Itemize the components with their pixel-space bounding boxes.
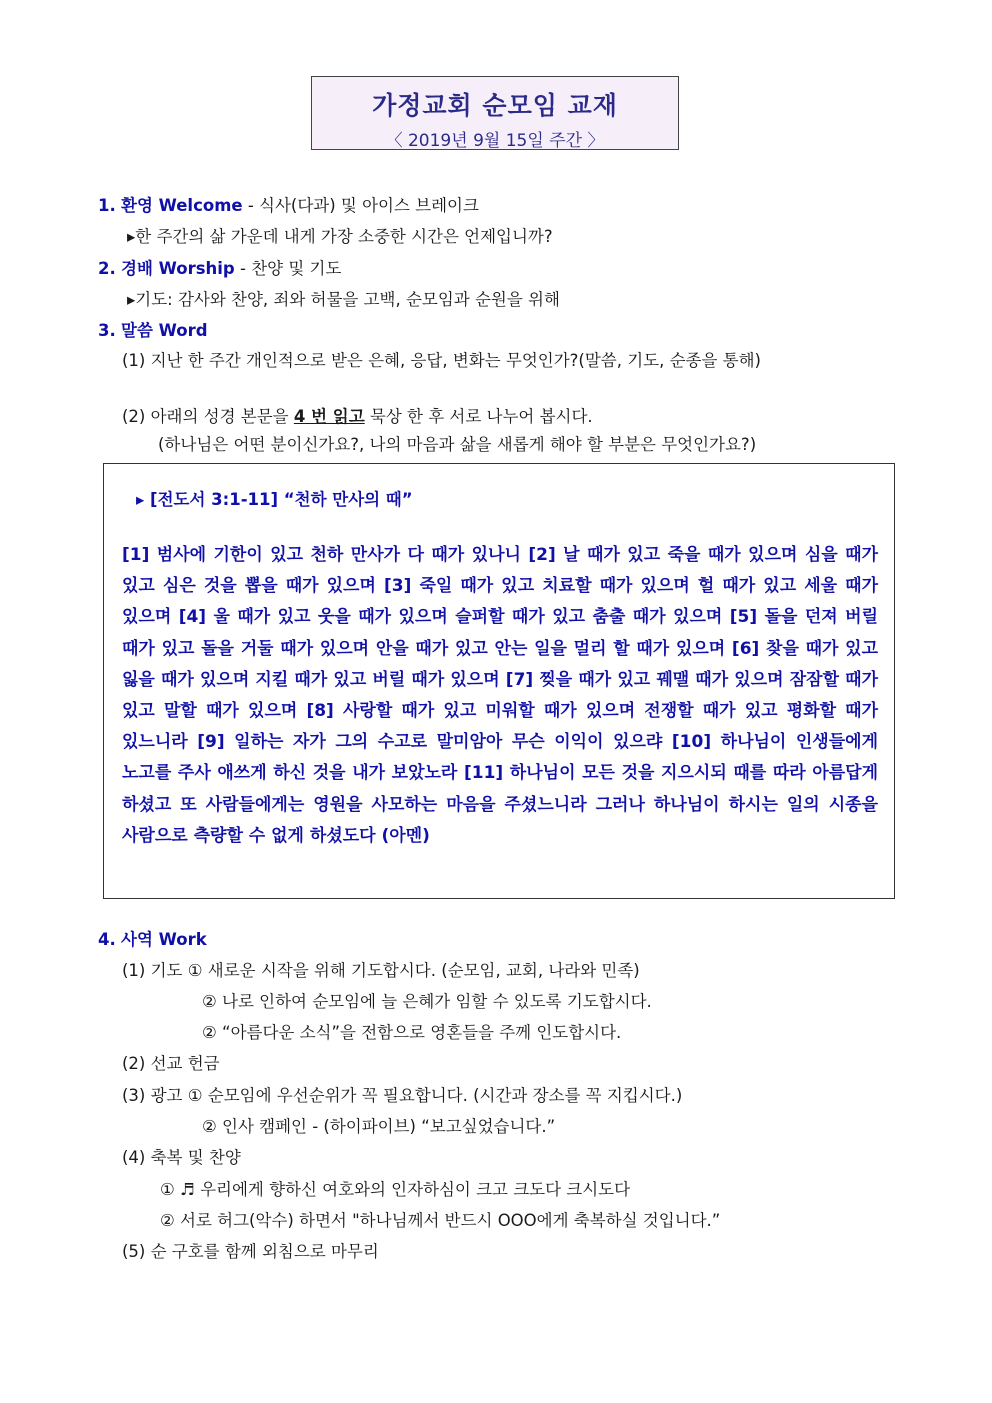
word-question-2 bbox=[122, 403, 593, 427]
section-word-heading bbox=[98, 317, 208, 341]
section-welcome-heading bbox=[98, 192, 479, 216]
q2-post: 묵상 한 후 서로 나누어 봅시다. bbox=[364, 407, 593, 426]
section-desc: - 찬양 및 기도 bbox=[234, 259, 342, 278]
section-number: 4. bbox=[98, 930, 116, 949]
work-line: ② “아름다운 소식”을 전함으로 영혼들을 주께 인도합시다. bbox=[202, 1023, 622, 1042]
section-title: 사역 Work bbox=[121, 930, 207, 949]
section-worship-heading bbox=[98, 255, 341, 279]
q2-pre: (2) 아래의 성경 본문을 bbox=[122, 407, 294, 426]
scripture-box bbox=[103, 463, 895, 899]
work-line: ② 나로 인하여 순모임에 늘 은혜가 임할 수 있도록 기도합시다. bbox=[202, 992, 652, 1011]
welcome-question: ▸한 주간의 삶 가운데 내게 가장 소중한 시간은 언제입니까? bbox=[127, 227, 553, 246]
work-line: ② 인사 캠페인 - (하이파이브) “보고싶었습니다.” bbox=[202, 1117, 556, 1136]
document-date: 〈 2019년 9월 15일 주간 〉 bbox=[385, 131, 605, 151]
word-question-2-sub: (하나님은 어떤 분이신가요?, 나의 마음과 삶을 새롭게 해야 할 부분은 무엇인가요?) bbox=[158, 435, 757, 454]
word-question-1: (1) 지난 한 주간 개인적으로 받은 은혜, 응답, 변화는 무엇인가?(말씀, 기도, 순종을 통해) bbox=[122, 351, 761, 370]
work-line: ① ♬ 우리에게 향하신 여호와의 인자하심이 크고 크도다 크시도다 bbox=[160, 1180, 631, 1199]
document-title: 가정교회 순모임 교재 bbox=[372, 91, 618, 120]
section-desc: - 식사(다과) 및 아이스 브레이크 bbox=[242, 196, 479, 215]
work-line: (3) 광고 ① 순모임에 우선순위가 꼭 필요합니다. (시간과 장소를 꼭 지킵시다.) bbox=[122, 1086, 683, 1105]
work-line: (2) 선교 헌금 bbox=[122, 1054, 220, 1073]
section-number: 3. bbox=[98, 321, 116, 340]
section-title: 환영 Welcome bbox=[121, 196, 243, 215]
section-work-heading bbox=[98, 926, 207, 950]
work-line: (4) 축복 및 찬양 bbox=[122, 1148, 241, 1167]
q2-emphasis: 4 번 읽고 bbox=[293, 407, 365, 426]
section-title: 경배 Worship bbox=[121, 259, 235, 278]
work-line: ② 서로 허그(악수) 하면서 "하나님께서 반드시 OOO에게 축복하실 것입니다.” bbox=[160, 1211, 721, 1230]
document-title-box bbox=[311, 76, 679, 150]
work-line: (1) 기도 ① 새로운 시작을 위해 기도합시다. (순모임, 교회, 나라와 민족) bbox=[122, 961, 640, 980]
section-title: 말씀 Word bbox=[121, 321, 208, 340]
section-number: 2. bbox=[98, 259, 116, 278]
scripture-text: [1] 범사에 기한이 있고 천하 만사가 다 때가 있나니 [2] 날 때가 있고 죽을 때가 있으며 심을 때가 있고 심은 것을 뽑을 때가 있으며 [3] 죽일 때가 있고 치료할 때가 있으며 헐 때가 있고 세울 때가 있으며 [4] 울 때가 있고 웃을 때가 있으며 슬퍼할 때가 있고 춤출 때가 있으며 [5] 돌을 던져 버릴 때가 있고 돌을 거둘 때가 있으며 안을 때가 있고 안는 일을 멀리 할 때가 있으며 [6] 찾을 때가 있고 잃을 때가 있으며 지킬 때가 있고 버릴 때가 있으며 [7] 찢을 때가 있고 꿰맬 때가 있으며 잠잠할 때가 있고 말할 때가 있으며 [8] 사랑할 때가 있고 미워할 때가 있으며 전쟁할 때가 있고 평화할 때가 있느니라 [9] 일하는 자가 그의 수고로 말미암아 무슨 이익이 있으랴 [10] 하나님이 인생들에게 노고를 주사 애쓰게 하신 것을 내가 보았노라 [11] 하나님이 모든 것을 지으시되 때를 따라 아름답게 하셨고 또 사람들에게는 영원을 사모하는 마음을 주셨느니라 그러나 하나님이 하시는 일의 시종을 사람으로 측량할 수 없게 하셨도다 (아멘) bbox=[122, 545, 878, 846]
worship-prayer: ▸기도: 감사와 찬양, 죄와 허물을 고백, 순모임과 순원을 위해 bbox=[127, 290, 560, 309]
scripture-reference: ▸ [전도서 3:1-11] “천하 만사의 때” bbox=[136, 490, 413, 509]
work-line: (5) 순 구호를 함께 외침으로 마무리 bbox=[122, 1242, 379, 1261]
section-number: 1. bbox=[98, 196, 116, 215]
